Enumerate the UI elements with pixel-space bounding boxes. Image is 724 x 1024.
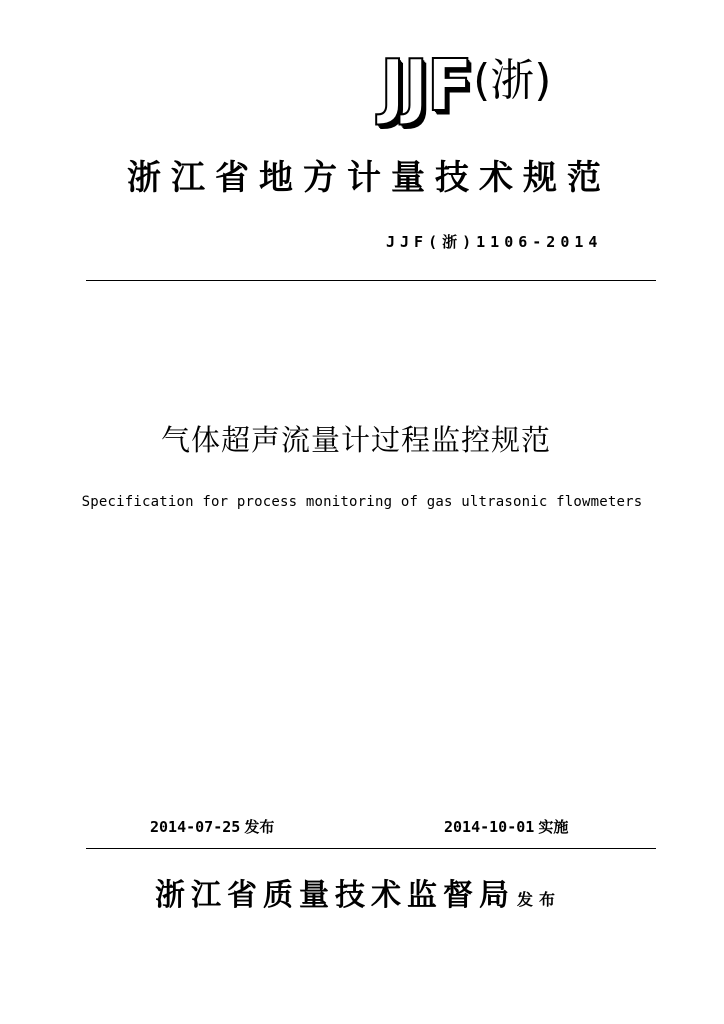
implement-date-line [444, 816, 568, 837]
document-title-english: Specification for process monitoring of gas ultrasonic flowmeters [81, 494, 643, 510]
standard-code: JJF(浙)1106-2014 [386, 233, 603, 251]
issue-date: 2014-07-25 [150, 818, 241, 836]
top-divider [86, 280, 656, 281]
logo-mark: JJF [380, 45, 472, 128]
implement-date: 2014-10-01 [444, 818, 535, 836]
logo-province: (浙) [473, 55, 552, 106]
issue-label: 发布 [244, 818, 275, 836]
bottom-divider [86, 848, 656, 849]
publisher-name: 浙江省质量技术监督局 [154, 878, 515, 913]
document-title: 气体超声流量计过程监控规范 [160, 423, 551, 457]
issue-date-line [150, 816, 274, 837]
publisher-line [0, 870, 724, 914]
issuer-title: 浙江省地方计量技术规范 [127, 158, 611, 198]
publisher-suffix: 发布 [516, 890, 561, 909]
jjf-logo [380, 45, 552, 128]
implement-label: 实施 [538, 818, 569, 836]
